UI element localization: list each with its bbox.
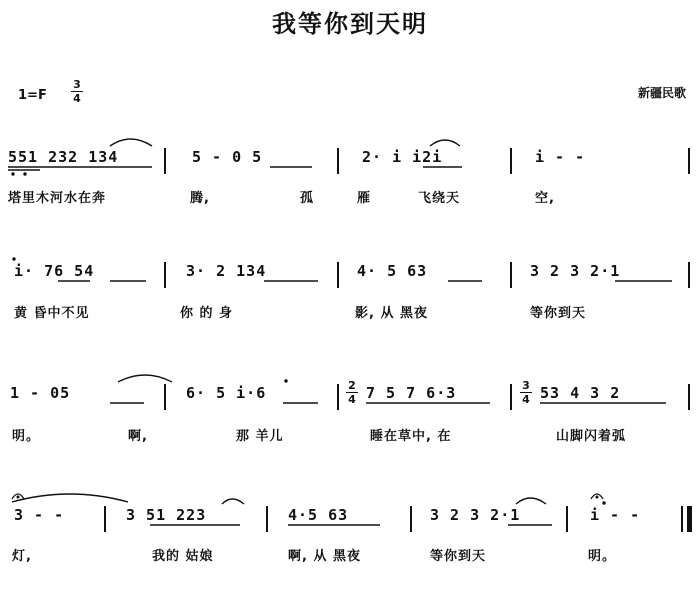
fermata-arc [591,494,603,499]
measure: i· 76 54 [14,262,95,280]
lyric: 那 羊儿 [236,429,284,444]
measure: 3 - - [14,506,65,524]
bar-line [681,506,683,532]
measure: 5 - 0 5 [192,148,263,166]
bar-line [510,384,512,410]
fermata-dot [596,496,599,499]
lyrics-row-4 [0,545,700,565]
slur [118,375,172,382]
bar-line [104,506,106,532]
lyrics-row-2 [0,302,700,322]
bar-line [266,506,268,532]
octave-dot [12,257,15,260]
time-sig-denominator: 4 [73,92,81,105]
slur [12,494,128,502]
measure: i - - [590,506,641,524]
octave-dot [284,379,287,382]
lyric: 睡在草中, 在 [370,429,452,444]
bar-line [688,148,690,174]
measure: 3 51 223 [126,506,207,524]
fermata-arc [12,494,24,499]
slur [222,499,244,504]
lyric: 明。 [12,429,41,444]
lyric: 影, 从 黑夜 [355,306,428,321]
lyric: 等你到天 [430,549,487,564]
slur [430,140,460,146]
slur [110,139,152,146]
lyric: 我的 姑娘 [152,549,214,564]
lyric: 飞绕天 [418,191,461,206]
bar-line [337,148,339,174]
octave-dot [602,501,605,504]
measure: 4·5 63 [288,506,349,524]
measure: 1 - 05 [10,384,71,402]
lyric: 你 的 身 [180,306,234,321]
bar-line [410,506,412,532]
time-sig-numerator: 3 [522,379,530,392]
final-bar-line [687,506,692,532]
bar-line [164,148,166,174]
lyric: 孤 [300,191,315,206]
bar-line [164,384,166,410]
bar-line [337,384,339,410]
bar-line [337,262,339,288]
lyric: 灯, [12,549,32,564]
measure: 3 2 3 2·1 [430,506,521,524]
measure: 2· i i2i [362,148,443,166]
time-signature-change [346,380,358,405]
song-source: 新疆民歌 [637,86,686,100]
song-title: 我等你到天明 [272,10,428,38]
key-signature: 1=F [18,88,47,103]
measure: 6· 5 i·6 [186,384,267,402]
bar-line [566,506,568,532]
measure: 551 232 134 [8,148,119,166]
lyric: 啊, [128,429,148,444]
lyric: 黄 昏中不见 [14,306,90,321]
bar-line [510,262,512,288]
lyric: 空, [535,191,555,206]
notation-row-4 [0,506,700,534]
time-signature [71,79,83,104]
bar-line [688,384,690,410]
slur [516,498,546,504]
time-sig-numerator: 3 [73,78,81,91]
measure: i - - [535,148,586,166]
time-sig-denominator: 4 [522,393,530,406]
bar-line [510,148,512,174]
lyric: 啊, 从 黑夜 [288,549,361,564]
time-sig-denominator: 4 [348,393,356,406]
measure: 7 5 7 6·3 [366,384,457,402]
lyric: 腾, [190,191,210,206]
lyrics-row-1 [0,187,700,207]
notation-row-2 [0,262,700,290]
measure: 3· 2 134 [186,262,267,280]
bar-line [688,262,690,288]
lyric: 塔里木河水在奔 [8,191,107,206]
lyrics-row-3 [0,425,700,445]
measure: 3 2 3 2·1 [530,262,621,280]
fermata-dot [17,496,20,499]
lyric: 等你到天 [530,306,587,321]
measure: 4· 5 63 [357,262,428,280]
bar-line [164,262,166,288]
lyric: 雁 [357,191,372,206]
lyric: 明。 [588,549,617,564]
lyric: 山脚闪着弧 [556,429,627,444]
time-sig-numerator: 2 [348,379,356,392]
measure: 53 4 3 2 [540,384,621,402]
time-signature-change [520,380,532,405]
notation-row-1 [0,148,700,176]
